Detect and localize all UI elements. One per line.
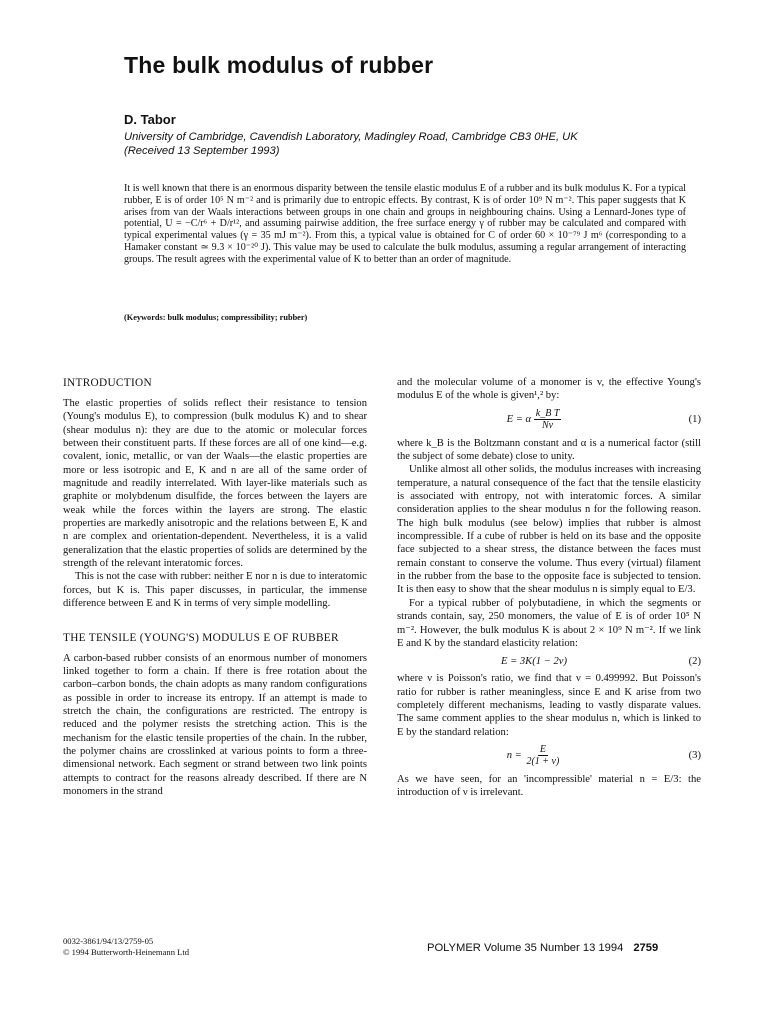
equation-formula: [397, 744, 671, 767]
left-column: [63, 376, 367, 798]
section-heading-tensile-modulus: THE TENSILE (YOUNG'S) MODULUS E OF RUBBER: [63, 631, 339, 644]
equation-number: (2): [688, 655, 701, 667]
footer-publication-info: [63, 936, 189, 958]
footer-journal: [427, 942, 658, 954]
author-name: D. Tabor: [124, 112, 176, 127]
paragraph: For a typical rubber of polybutadiene, in which the segments or strands contain, say, 250 monomers, the value of E is of order 10⁵ N m⁻². However, the bulk modulus K is about 2 × 10⁹ N m⁻². If we link E and K by the standard elasticity relation:: [397, 597, 701, 649]
equation-lhs: n =: [506, 750, 522, 762]
page-number: 2759: [633, 942, 659, 954]
right-column: [397, 376, 701, 800]
received-date: (Received 13 September 1993): [124, 145, 280, 157]
paragraph: where k_B is the Boltzmann constant and α is a numerical factor (still the subject of some debate) close to unity.: [397, 437, 701, 463]
article-code: 0032-3861/94/13/2759-05: [63, 936, 154, 946]
fraction-denominator: 2(1 + ν): [526, 756, 560, 768]
equation-lhs: E = α: [506, 414, 532, 426]
article-title: The bulk modulus of rubber: [124, 52, 434, 78]
paragraph: The elastic properties of solids reflect their resistance to tension (Young's modulus E), to compression (bulk modulus K) and to shear (shear modulus n): they are due to the atomic or molecular forces between their constituent parts. If these forces are all of one kind—e.g. covalent, ionic, metallic, or van der Waals—the elastic properties are more or less isotropic and E, K and n are all of the same order of magnitude and readily interrelated. With layer-like materials such as graphite or molybdenum disulfide, the forces between the layers are weak while the forces within the layers are strong. The elastic properties are markedly anisotropic and the relations between E, K and n are complex and orientation-dependent. Nevertheless, it is a valid generalization that the elastic properties of solids are determined by the strength of the relevant interatomic forces.: [63, 398, 367, 570]
equation-number: (3): [688, 750, 701, 762]
equation-2: [397, 652, 701, 670]
abstract: It is well known that there is an enormous disparity between the tensile elastic modulus E of a rubber and its bulk modulus K. For a typical rubber, E is of order 10⁵ N m⁻² and is primarily due to entropic effects. By contrast, K is of order 10⁹ N m⁻². This paper suggests that K arises from van der Waals interactions between groups in one chain and groups in neighbouring chains. Using a Lennard-Jones type of potential, U = −C/r⁶ + D/r¹², and assuming pairwise addition, the free surface energy γ of rubber may be calculated and compared with typical experimental values (γ = 35 mJ m⁻²). From this, a typical value is obtained for C of order 60 × 10⁻⁷⁹ J m⁶ (corresponding to a Hamaker constant ≃ 9.3 × 10⁻²⁰ J). This value may be used to calculate the bulk modulus, assuming a regular arrangement of interacting groups. The result agrees with the experimental value of K to better than an order of magnitude.: [124, 183, 686, 265]
section-heading-introduction: INTRODUCTION: [63, 377, 152, 389]
copyright-notice: © 1994 Butterworth-Heinemann Ltd: [63, 947, 190, 957]
paragraph: As we have seen, for an 'incompressible' material n = E/3: the introduction of ν is irrelevant.: [397, 773, 701, 799]
paragraph: where ν is Poisson's ratio, we find that ν = 0.499992. But Poisson's ratio for rubber is rather meaningless, since E and K arise from two completely different mechanisms, leading to vastly disparate values. The same comment applies to the shear modulus n, which is linked to E by the standard relation:: [397, 673, 701, 738]
journal-citation: POLYMER Volume 35 Number 13 1994: [427, 942, 624, 954]
equation-fraction: [534, 408, 562, 431]
equation-fraction: [524, 744, 561, 767]
keywords: (Keywords: bulk modulus; compressibility; rubber): [124, 313, 308, 322]
affiliation-line: University of Cambridge, Cavendish Laboratory, Madingley Road, Cambridge CB3 0HE, UK: [124, 131, 578, 143]
affiliation: [124, 130, 684, 158]
paragraph: and the molecular volume of a monomer is v, the effective Young's modulus E of the whole is given¹,² by:: [397, 377, 701, 402]
equation-formula: [397, 408, 671, 431]
equation-number: (1): [688, 414, 701, 426]
paragraph: A carbon-based rubber consists of an enormous number of monomers linked together to form a chain. If there is free rotation about the carbon–carbon bonds, the chain adopts as many random configurations as possible in order to increase its entropy. If an attempt is made to stretch the chain, the configurations are restricted. The entropy is reduced and the polymer resists the stretching action. This is the mechanism for the elastic tensile properties of the chain. In the rubber, the polymer chains are crosslinked at various points to form a three-dimensional network. Each segment or strand between two link points attempts to contract for the reasons already described. If there are N monomers in the strand: [63, 652, 367, 797]
equation-3: [397, 741, 701, 771]
equation-1: [397, 405, 701, 435]
paragraph: Unlike almost all other solids, the modulus increases with increasing temperature, a natural consequence of the fact that the tensile elasticity is associated with entropy, not with interatomic forces. A similar consideration applies to the shear modulus n for the following reason. The high bulk modulus (see below) implies that rubber is almost incompressible. If a cube of rubber is held on its base and the opposite face subjected to a shear stress, the distance between the faces must remain constant to conserve the volume. Thus every (virtual) filament in the rubber from the base to the opposite face is subjected to tension. It is then easy to show that the shear modulus n is simply equal to E/3.: [397, 464, 701, 596]
paragraph: This is not the case with rubber: neither E nor n is due to interatomic forces, but K is. This paper discusses, in particular, the immense difference between E and K in terms of very simple modelling.: [63, 571, 367, 610]
fraction-denominator: Nv: [542, 420, 554, 432]
fraction-numerator: k_B T: [535, 408, 560, 420]
fraction-numerator: E: [539, 744, 546, 756]
equation-formula: E = 3K(1 − 2ν): [500, 655, 568, 667]
